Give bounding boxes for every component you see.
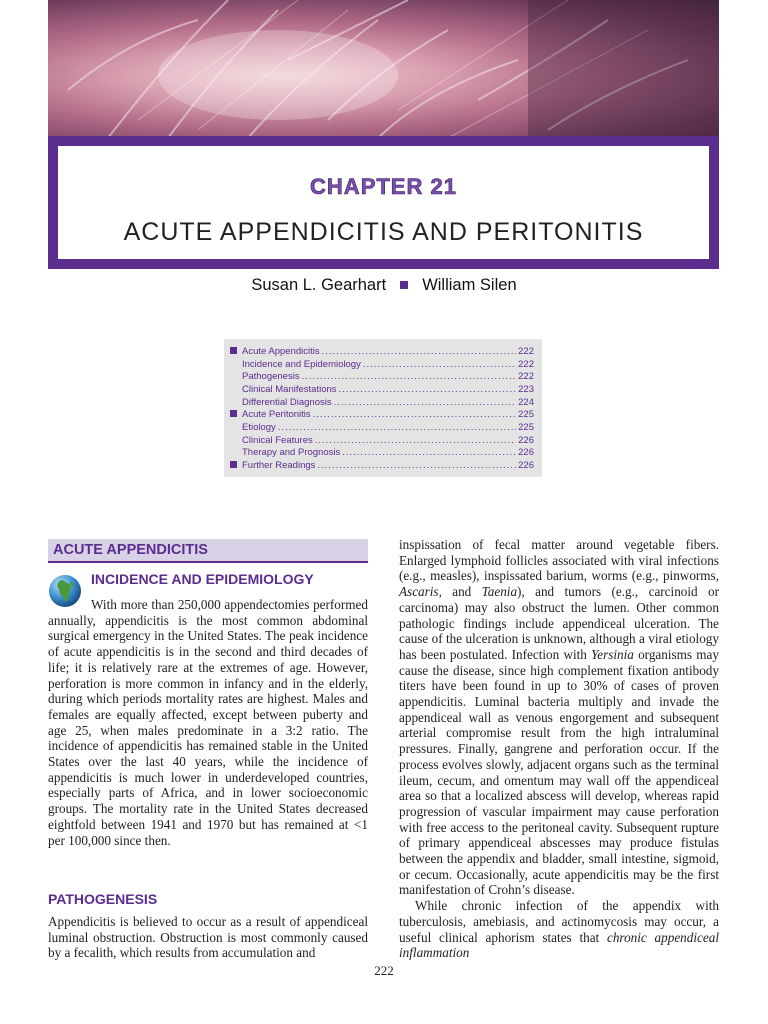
toc-item[interactable]: Pathogenesis ..... 222	[230, 370, 534, 383]
author-separator-icon	[400, 281, 408, 289]
toc-item[interactable]: Incidence and Epidemiology ..... 222	[230, 358, 534, 371]
toc-item[interactable]: Therapy and Prognosis ..... 226	[230, 447, 534, 460]
chapter-title: ACUTE APPENDICITIS AND PERITONITIS	[123, 218, 644, 246]
section-heading-acute-appendicitis	[48, 539, 368, 563]
author-2: William Silen	[422, 276, 517, 294]
toc-item[interactable]: Differential Diagnosis ..... 224	[230, 396, 534, 409]
chapter-number: CHAPTER 21	[310, 174, 457, 199]
toc-item[interactable]: Further Readings ..... 226	[230, 459, 534, 472]
square-bullet-icon	[230, 460, 242, 471]
toc-item[interactable]: Clinical Features ..... 226	[230, 434, 534, 447]
pathogenesis-paragraph: Appendicitis is believed to occur as a result of appendiceal luminal obstruction. Obstruction is most commonly caused by a fecalith, which results from accumulation and	[48, 914, 368, 961]
subheading-pathogenesis: PATHOGENESIS	[48, 891, 158, 907]
square-bullet-icon	[230, 346, 242, 357]
toc-item[interactable]: Etiology ..... 225	[230, 421, 534, 434]
authors-line	[0, 276, 768, 295]
square-bullet-icon	[230, 409, 242, 420]
chapter-header-inner	[58, 146, 709, 259]
subheading-incidence: INCIDENCE AND EPIDEMIOLOGY	[91, 571, 314, 587]
section-heading-text: ACUTE APPENDICITIS	[53, 542, 208, 558]
page-number: 222	[374, 963, 394, 978]
table-of-contents	[224, 339, 542, 477]
incidence-paragraph: With more than 250,000 appendectomies performed annually, appendicitis is the most common abdominal surgical emergency in the United States. The peak incidence of acute appendicitis is in the second and third decades of life; it is relatively rare at the extremes of age. However, perforation is more common in infancy and in the elderly, during which periods mortality rates are highest. Males and females are equally affected, except between puberty and age 25, when males predominate in a 3:2 ratio. The incidence of appendicitis has remained stable in the United States over the last 40 years, while the incidence of appendicitis is much lower in underdeveloped countries, especially parts of Africa, and in lower socioeconomic groups. The mortality rate in the United States decreased eightfold between 1941 and 1970 but has remained at <1 per 100,000 since then.	[48, 597, 368, 848]
toc-item[interactable]: Clinical Manifestations ..... 223	[230, 383, 534, 396]
chapter-header-box	[48, 136, 719, 269]
right-column-text	[399, 537, 719, 961]
toc-item[interactable]: Acute Appendicitis ..... 222	[230, 345, 534, 358]
right-paragraph-2: While chronic infection of the appendix with tuberculosis, amebiasis, and actinomycosis may occur, a useful clinical aphorism states that chronic appendiceal inflammation	[399, 898, 719, 961]
author-1: Susan L. Gearhart	[251, 276, 387, 294]
chapter-banner-image	[48, 0, 719, 138]
right-paragraph-1: inspissation of fecal matter around vegetable fibers. Enlarged lymphoid follicles associated with viral infections (e.g., measles), inspissated barium, worms (e.g., pinworms, Ascaris, and Taenia), and tumors (e.g., carcinoid or carcinoma) may also obstruct the lumen. Other common pathologic findings include appendiceal ulceration. The cause of the ulceration is unknown, although a viral etiology has been postulated. Infection with Yersinia organisms may cause the disease, since high complement fixation antibody titers have been found in up to 30% of cases of proven appendicitis. Luminal bacteria multiply and invade the appendiceal wall as venous engorgement and subsequent arterial compromise result from the high intraluminal pressures. Finally, gangrene and perforation occur. If the process evolves slowly, adjacent organs such as the terminal ileum, cecum, and omentum may wall off the appendiceal area so that a localized abscess will develop, whereas rapid progression of vascular impairment may cause perforation with free access to the peritoneal cavity. Subsequent rupture of primary appendiceal abscesses may produce fistulas between the appendix and bladder, small intestine, sigmoid, or cecum. Occasionally, acute appendicitis may be the first manifestation of Crohn’s disease.	[399, 537, 719, 898]
toc-item[interactable]: Acute Peritonitis ..... 225	[230, 408, 534, 421]
